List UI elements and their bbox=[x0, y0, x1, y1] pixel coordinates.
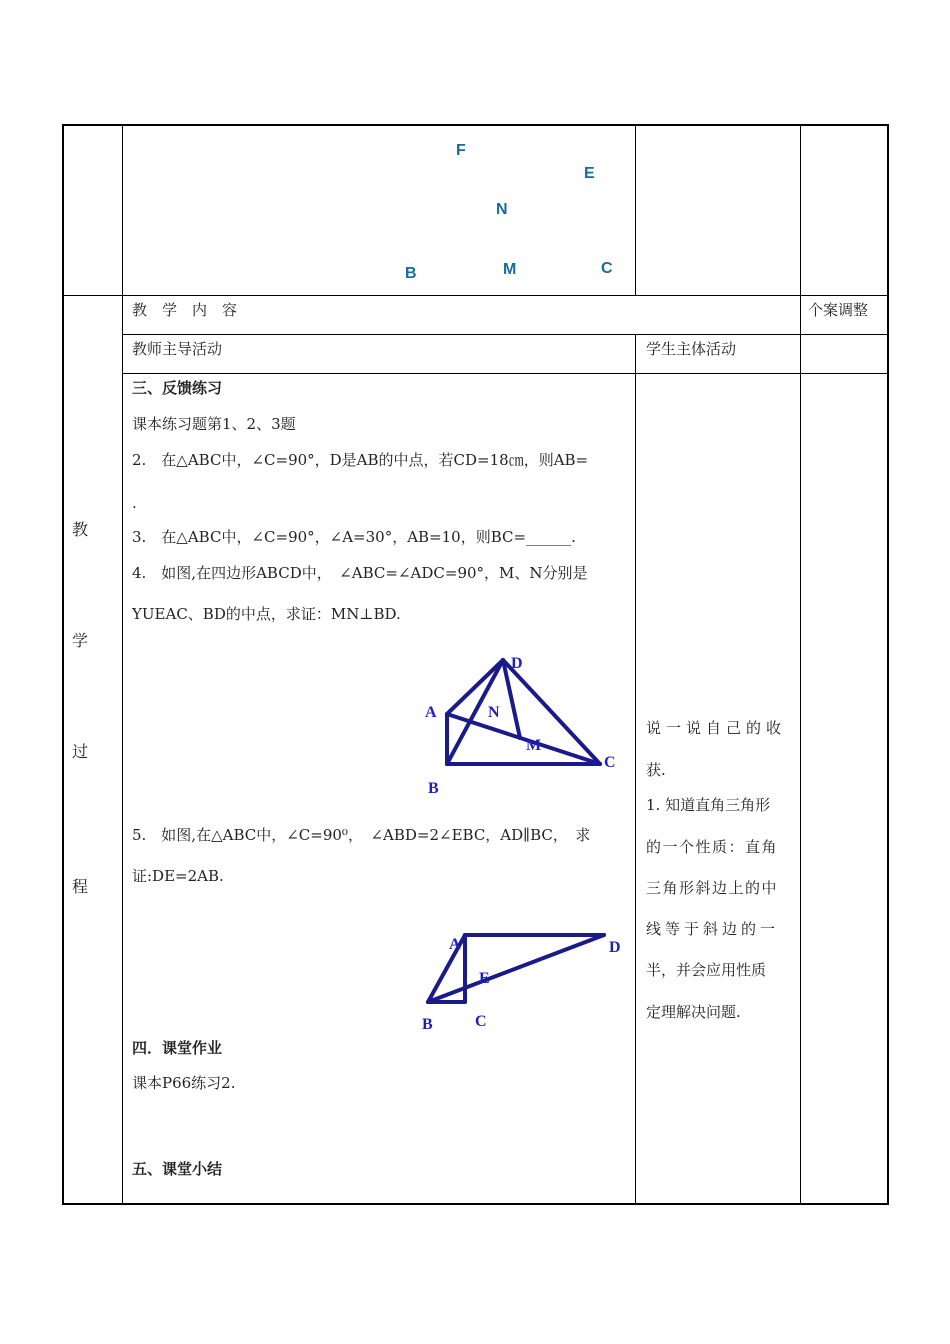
question-4-line2: YUEAC、BD的中点，求证：MN⊥BD. bbox=[132, 605, 401, 623]
section4-title: 四．课堂作业 bbox=[132, 1039, 223, 1057]
left-column-char-3: 过 bbox=[72, 742, 89, 761]
left-column-char-1: 教 bbox=[72, 520, 89, 539]
student-note-line1: 说一说自己的收 bbox=[646, 719, 787, 737]
top-figure-label-e: E bbox=[584, 165, 595, 182]
figure1-label-n: N bbox=[488, 704, 500, 721]
section3-title: 三、反馈练习 bbox=[132, 379, 223, 397]
figure2-label-b: B bbox=[422, 1016, 433, 1033]
student-note-line2: 获. bbox=[646, 761, 666, 779]
header-adjustment: 个案调整 bbox=[808, 301, 869, 319]
figure1-label-a: A bbox=[425, 704, 437, 721]
student-note-line6: 线等于斜边的一 bbox=[646, 920, 780, 938]
figure2-label-e: E bbox=[479, 970, 490, 987]
top-figure-label-b: B bbox=[405, 265, 417, 282]
question-5-line2: 证:DE=2AB. bbox=[132, 867, 224, 885]
left-column-char-2: 学 bbox=[72, 631, 89, 650]
figure2-label-a: A bbox=[449, 936, 461, 953]
figure2-label-c: C bbox=[475, 1013, 487, 1030]
question-2: 2. 在△ABC中，∠C=90°，D是AB的中点，若CD=18㎝，则AB= bbox=[132, 451, 589, 469]
section3-line1: 课本练习题第1、2、3题 bbox=[132, 415, 296, 433]
header-student-activity: 学生主体活动 bbox=[646, 340, 737, 358]
question-5-line1: 5. 如图,在△ABC中，∠C=90⁰， ∠ABD=2∠EBC，AD∥BC， 求 bbox=[132, 826, 591, 844]
left-column-char-4: 程 bbox=[72, 877, 89, 896]
figure1-label-b: B bbox=[428, 780, 439, 797]
student-note-line8: 定理解决问题. bbox=[646, 1003, 741, 1021]
question-3: 3. 在△ABC中，∠C=90°，∠A=30°，AB=10，则BC=______. bbox=[132, 528, 576, 546]
figure2-label-d: D bbox=[609, 939, 621, 956]
figure1-label-m: M bbox=[526, 737, 542, 754]
header-teaching-content: 教 学 内 容 bbox=[132, 301, 238, 319]
figure1-label-d: D bbox=[511, 655, 523, 672]
student-note-line3: 1. 知道直角三角形 bbox=[646, 796, 771, 814]
section4-line1: 课本P66练习2. bbox=[132, 1074, 236, 1092]
top-figure-label-f: F bbox=[456, 142, 466, 159]
student-note-line7: 半，并会应用性质 bbox=[646, 961, 767, 979]
student-note-line4: 的一个性质：直角 bbox=[646, 838, 779, 856]
top-figure-label-c: C bbox=[601, 260, 613, 277]
question-2-end: . bbox=[132, 494, 137, 512]
question-4-line1: 4. 如图,在四边形ABCD中， ∠ABC=∠ADC=90°，M、N分别是 bbox=[132, 564, 588, 582]
section5-title: 五、课堂小结 bbox=[132, 1160, 223, 1178]
student-note-line5: 三角形斜边上的中 bbox=[646, 879, 779, 897]
figure1-label-c: C bbox=[604, 754, 616, 771]
top-figure-label-m: M bbox=[503, 261, 517, 278]
top-figure-label-n: N bbox=[496, 201, 508, 218]
header-teacher-activity: 教师主导活动 bbox=[132, 340, 223, 358]
